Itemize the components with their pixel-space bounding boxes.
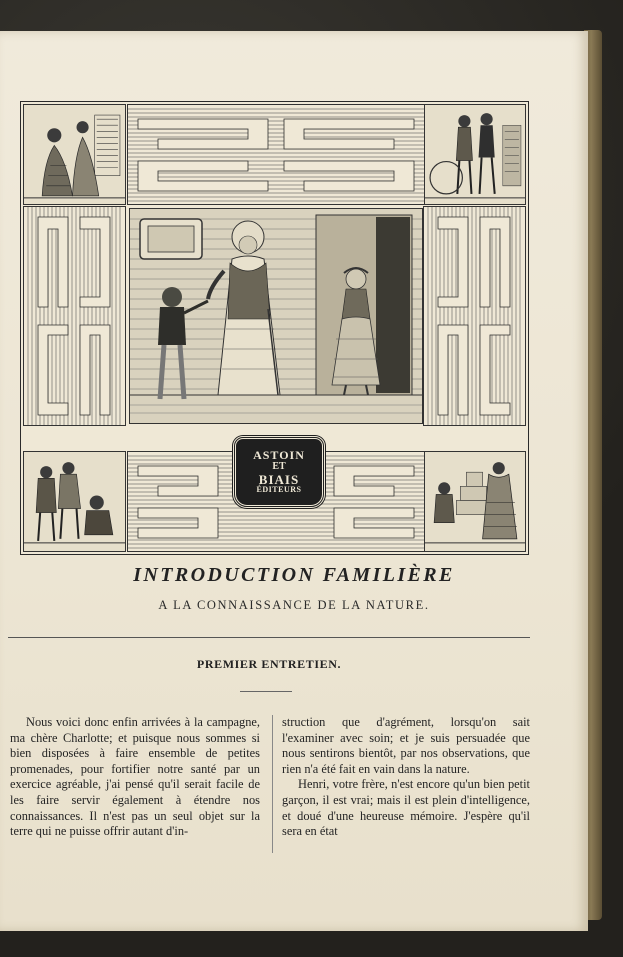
corner-vignette-bottom-left xyxy=(23,451,126,552)
fret-border-left xyxy=(23,206,126,426)
fret-border-top xyxy=(127,104,425,205)
horizontal-rule xyxy=(8,637,530,638)
book-subtitle: A LA CONNAISSANCE DE LA NATURE. xyxy=(158,598,430,612)
book-title: INTRODUCTION FAMILIÈRE xyxy=(133,564,455,586)
text-column-left xyxy=(10,715,260,840)
paragraph: Nous voici donc enfin arrivées à la campagne, ma chère Charlotte; et puisque nous sommes si bien disposées à faire ensemble de petites promenades, pour fortifier notre santé par un exercice agréable, j'ai pensé qu'il serait facile de les faire servir également à étendre nos connaissances. Il n'est pas un seul objet sur la terre qui ne puisse offrir autant d'in- xyxy=(10,715,260,839)
central-scene-illustration xyxy=(129,208,423,424)
text-column-right xyxy=(282,715,530,840)
corner-vignette-top-right xyxy=(423,104,526,205)
column-divider xyxy=(272,715,273,853)
fret-border-right xyxy=(423,206,526,426)
paragraph-continued: struction que d'agrément, lorsqu'on sait l'examiner avec soin; et je suis persuadée que nous sentirons bientôt, par nos observations, que rien n'a été fait en vain dans la nature. xyxy=(282,715,530,776)
heading-underline xyxy=(240,691,292,692)
paragraph: Henri, votre frère, n'est encore qu'un bien petit garçon, il est vrai; mais il est plein d'intelligence, et doué d'une heureuse mémoire. J'espère qu'il sera en état xyxy=(282,777,530,839)
corner-vignette-bottom-right xyxy=(423,451,526,552)
section-heading: PREMIER ENTRETIEN. xyxy=(196,657,342,671)
publisher-name-1: ASTOIN xyxy=(253,448,305,463)
publisher-conjunction: ET xyxy=(272,461,286,473)
book-page xyxy=(0,31,588,931)
publisher-role: ÉDITEURS xyxy=(256,485,302,495)
corner-vignette-top-left xyxy=(23,104,126,205)
publisher-name-2: BIAIS xyxy=(258,471,300,487)
publisher-badge xyxy=(233,436,325,508)
frontispiece-engraving xyxy=(20,101,529,555)
